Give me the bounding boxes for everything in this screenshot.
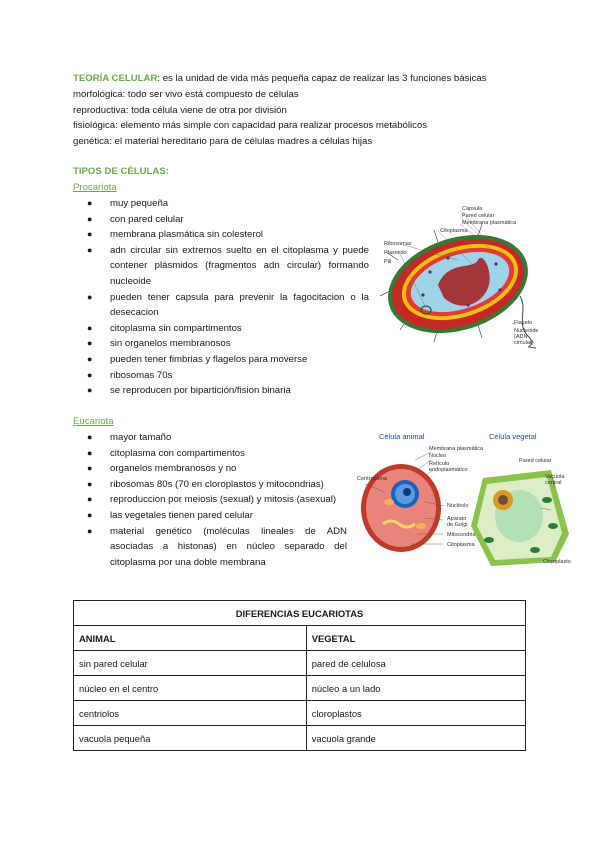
list-item: ● pueden tener fimbrias y flagelos para moverse	[87, 353, 308, 365]
plant-cell-title: Célula vegetal	[489, 432, 537, 441]
prokaryote-diagram	[378, 200, 538, 350]
intro-line: reproductiva: toda célula viene de otra por división	[73, 105, 287, 116]
fig-label: Centrosoma	[357, 476, 387, 482]
table-row	[74, 676, 526, 701]
fig-label: Cápsula	[462, 206, 483, 212]
list-item: ● ribosomas 70s	[87, 369, 173, 381]
column-header: ANIMAL	[74, 626, 307, 651]
table-cell: núcleo a un lado	[306, 676, 525, 701]
fig-label: Plásmido	[384, 250, 407, 256]
fig-label: Nucleoide (ADN circular)	[514, 328, 539, 346]
list-item: ● pueden tener capsula para prevenir la fagocitacion o la desecacion	[87, 291, 369, 319]
table-cell: sin pared celular	[74, 651, 307, 676]
list-item: ● sin organelos membranosos	[87, 338, 231, 350]
theory-title: TEORÍA CELULAR	[73, 73, 158, 84]
table-title: DIFERENCIAS EUCARIOTAS	[74, 601, 526, 626]
fig-label: Membrana plasmática	[429, 446, 484, 452]
list-item: ● material genético (moléculas lineales de ADN asociadas a histonas) en núcleo separado del citoplasma por una doble membrana	[87, 525, 347, 568]
fig-label: Pili	[384, 259, 392, 265]
list-item: ● membrana plasmática sin colesterol	[87, 229, 264, 241]
list-item: ● mayor tamaño	[87, 432, 172, 443]
list-item: ● muy pequeña	[87, 198, 169, 209]
fig-label: Nucléolo	[447, 503, 469, 509]
intro-line: morfológica: todo ser vivo está compuesto de células	[73, 89, 299, 100]
list-item: ● citoplasma sin compartimentos	[87, 322, 242, 334]
fig-label: Pared celular	[462, 213, 495, 219]
eukaryote-diagram	[355, 430, 575, 570]
fig-label: Aparato de Golgi	[447, 516, 468, 528]
table-cell: cloroplastos	[306, 701, 525, 726]
list-item: ● ribosomas 80s (70 en cloroplastos y mitocondrias)	[87, 478, 324, 490]
table-header-row	[74, 626, 526, 651]
intro-line: genética: el material hereditario para de células madres a células hijas	[73, 136, 373, 147]
prokaryote-list	[73, 196, 369, 399]
differences-table	[73, 600, 526, 751]
list-item: ● adn circular sin extremos suelto en el citoplasma y puede contener plásmidos (fragmentos adn circular) formando nucleoide	[87, 244, 369, 287]
theory-line	[73, 73, 486, 85]
table-cell: vacuola pequeña	[74, 726, 307, 751]
types-title: TIPOS DE CÉLULAS:	[73, 166, 169, 177]
list-item: ● organelos membranosos y no	[87, 463, 237, 475]
fig-label: Pared celular	[519, 458, 552, 464]
table-row	[74, 651, 526, 676]
fig-label: Retículo endoplasmático	[429, 461, 468, 473]
list-item: ● las vegetales tienen pared celular	[87, 509, 253, 521]
table-cell: centriolos	[74, 701, 307, 726]
eukaryote-heading: Eucariota	[73, 416, 114, 427]
eukaryote-list	[73, 430, 347, 570]
animal-cell-title: Célula animal	[379, 432, 425, 441]
fig-label: Vacuola central	[545, 474, 565, 486]
table-row	[74, 726, 526, 751]
list-item: ● se reproducen por bipartición/fision binaria	[87, 385, 291, 397]
fig-label: Ribosomas	[384, 241, 412, 247]
fig-label: Núcleo	[429, 453, 447, 459]
fig-label: Membrana plasmática	[462, 220, 517, 226]
fig-label: Mitocondria	[447, 532, 476, 538]
theory-text: : es la unidad de vida más pequeña capaz de realizar las 3 funciones básicas	[157, 73, 487, 84]
column-header: VEGETAL	[306, 626, 525, 651]
intro-line: fisiológica: elemento más simple con capacidad para realizar procesos metabólicos	[73, 120, 428, 131]
fig-label: Citoplasma	[440, 228, 468, 234]
list-item: ● reproduccion por meiosis (sexual) y mitosis (asexual)	[87, 494, 337, 506]
fig-label: Cloroplasto	[543, 559, 571, 565]
table-cell: pared de celulosa	[306, 651, 525, 676]
prokaryote-heading: Procariota	[73, 182, 117, 193]
table-title-row	[74, 601, 526, 626]
table-cell: núcleo en el centro	[74, 676, 307, 701]
table-cell: vacuola grande	[306, 726, 525, 751]
fig-label: Flagelo	[514, 320, 533, 326]
list-item: ● con pared celular	[87, 213, 184, 225]
table-row	[74, 701, 526, 726]
list-item: ● citoplasma con compartimentos	[87, 447, 245, 459]
fig-label: Citoplasma	[447, 542, 475, 548]
